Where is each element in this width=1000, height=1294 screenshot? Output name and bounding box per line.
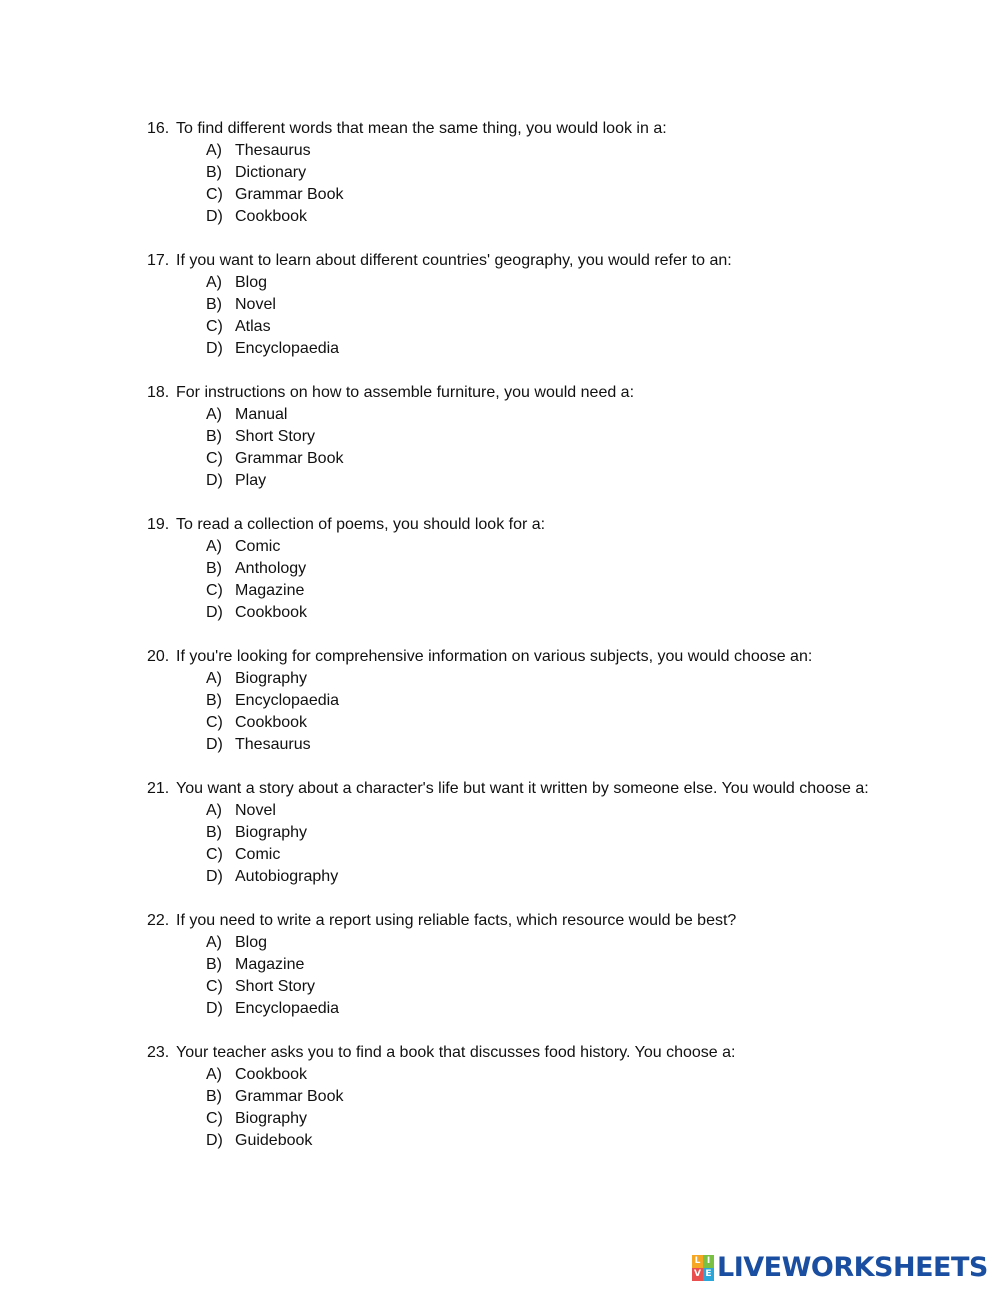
question-text: You want a story about a character's life but want it written by someone else. You would choose a: [176, 780, 869, 797]
option-letter: B) [206, 428, 222, 445]
option-letter: B) [206, 824, 222, 841]
option-text: Blog [235, 934, 268, 951]
option-text: Blog [235, 274, 268, 291]
question-item [147, 778, 887, 888]
option-letter: A) [206, 1066, 222, 1083]
answer-option[interactable] [147, 338, 887, 360]
option-text: Comic [235, 538, 281, 555]
question-line [147, 910, 887, 932]
option-letter: D) [206, 208, 223, 225]
option-letter: C) [206, 450, 223, 467]
option-text: Novel [235, 296, 276, 313]
question-text: If you want to learn about different countries' geography, you would refer to an: [176, 252, 732, 269]
answer-option[interactable] [147, 800, 887, 822]
answer-option[interactable] [147, 712, 887, 734]
question-item [147, 1042, 887, 1152]
option-letter: C) [206, 582, 223, 599]
question-item [147, 910, 887, 1020]
answer-option[interactable] [147, 558, 887, 580]
option-letter: A) [206, 406, 222, 423]
option-text: Encyclopaedia [235, 692, 340, 709]
option-letter: B) [206, 296, 222, 313]
logo-tile-l: L [692, 1255, 703, 1268]
option-text: Cookbook [235, 1066, 308, 1083]
option-letter: C) [206, 846, 223, 863]
answer-option[interactable] [147, 272, 887, 294]
answer-option[interactable] [147, 140, 887, 162]
answer-options [147, 404, 887, 492]
option-text: Novel [235, 802, 276, 819]
question-item [147, 118, 887, 228]
question-text: To read a collection of poems, you should look for a: [176, 516, 546, 533]
answer-option[interactable] [147, 316, 887, 338]
question-text: If you're looking for comprehensive information on various subjects, you would choose an: [176, 648, 813, 665]
option-letter: D) [206, 1000, 223, 1017]
question-item [147, 382, 887, 492]
answer-option[interactable] [147, 1130, 887, 1152]
question-text: If you need to write a report using reliable facts, which resource would be best? [176, 912, 737, 929]
option-text: Cookbook [235, 714, 308, 731]
answer-option[interactable] [147, 426, 887, 448]
option-letter: B) [206, 692, 222, 709]
question-text: To find different words that mean the same thing, you would look in a: [176, 120, 667, 137]
option-text: Grammar Book [235, 1088, 344, 1105]
answer-option[interactable] [147, 580, 887, 602]
option-text: Encyclopaedia [235, 340, 340, 357]
answer-options [147, 536, 887, 624]
question-number: 23. [147, 1044, 170, 1061]
logo-tile-e: E [703, 1268, 714, 1281]
option-letter: D) [206, 868, 223, 885]
answer-option[interactable] [147, 206, 887, 228]
question-list [147, 118, 887, 1174]
question-line [147, 250, 887, 272]
option-letter: D) [206, 340, 223, 357]
option-text: Grammar Book [235, 186, 344, 203]
question-number: 17. [147, 252, 170, 269]
option-letter: C) [206, 1110, 223, 1127]
option-text: Short Story [235, 978, 316, 995]
question-item [147, 514, 887, 624]
answer-option[interactable] [147, 1086, 887, 1108]
answer-options [147, 140, 887, 228]
option-text: Magazine [235, 582, 305, 599]
option-letter: A) [206, 274, 222, 291]
option-text: Encyclopaedia [235, 1000, 340, 1017]
option-letter: D) [206, 1132, 223, 1149]
option-text: Cookbook [235, 604, 308, 621]
question-text: For instructions on how to assemble furniture, you would need a: [176, 384, 635, 401]
option-text: Magazine [235, 956, 305, 973]
option-letter: D) [206, 472, 223, 489]
question-line [147, 646, 887, 668]
question-line [147, 1042, 887, 1064]
option-text: Dictionary [235, 164, 307, 181]
answer-option[interactable] [147, 536, 887, 558]
answer-options [147, 932, 887, 1020]
question-item [147, 646, 887, 756]
question-number: 20. [147, 648, 170, 665]
answer-options [147, 800, 887, 888]
option-letter: B) [206, 1088, 222, 1105]
answer-options [147, 668, 887, 756]
answer-option[interactable] [147, 1064, 887, 1086]
question-number: 18. [147, 384, 170, 401]
option-text: Thesaurus [235, 736, 311, 753]
answer-option[interactable] [147, 162, 887, 184]
option-letter: B) [206, 956, 222, 973]
question-number: 19. [147, 516, 170, 533]
answer-option[interactable] [147, 184, 887, 206]
option-letter: C) [206, 318, 223, 335]
answer-option[interactable] [147, 404, 887, 426]
option-letter: A) [206, 934, 222, 951]
answer-option[interactable] [147, 844, 887, 866]
answer-option[interactable] [147, 668, 887, 690]
answer-option[interactable] [147, 1108, 887, 1130]
option-text: Thesaurus [235, 142, 311, 159]
answer-option[interactable] [147, 294, 887, 316]
option-text: Atlas [235, 318, 271, 335]
option-letter: C) [206, 186, 223, 203]
answer-option[interactable] [147, 932, 887, 954]
question-item [147, 250, 887, 360]
question-line [147, 118, 887, 140]
question-line [147, 382, 887, 404]
option-text: Cookbook [235, 208, 308, 225]
answer-option[interactable] [147, 866, 887, 888]
answer-option[interactable] [147, 954, 887, 976]
option-letter: A) [206, 670, 222, 687]
option-text: Short Story [235, 428, 316, 445]
option-text: Comic [235, 846, 281, 863]
question-number: 16. [147, 120, 170, 137]
option-text: Manual [235, 406, 288, 423]
logo-tile-v: V [692, 1268, 703, 1281]
answer-option[interactable] [147, 998, 887, 1020]
option-text: Guidebook [235, 1132, 313, 1149]
question-text: Your teacher asks you to find a book that discusses food history. You choose a: [176, 1044, 736, 1061]
option-letter: C) [206, 978, 223, 995]
question-line [147, 514, 887, 536]
option-text: Biography [235, 1110, 308, 1127]
liveworksheets-logo[interactable] [692, 1253, 988, 1283]
option-text: Play [235, 472, 267, 489]
liveworksheets-brand-text: LIVEWORKSHEETS [717, 1252, 988, 1283]
answer-option[interactable] [147, 448, 887, 470]
option-letter: A) [206, 538, 222, 555]
question-number: 22. [147, 912, 170, 929]
option-letter: D) [206, 736, 223, 753]
option-letter: D) [206, 604, 223, 621]
option-text: Biography [235, 670, 308, 687]
option-letter: B) [206, 164, 222, 181]
answer-option[interactable] [147, 602, 887, 624]
answer-options [147, 1064, 887, 1152]
answer-options [147, 272, 887, 360]
answer-option[interactable] [147, 734, 887, 756]
option-letter: A) [206, 142, 222, 159]
option-letter: A) [206, 802, 222, 819]
answer-option[interactable] [147, 470, 887, 492]
option-letter: B) [206, 560, 222, 577]
answer-option[interactable] [147, 976, 887, 998]
answer-option[interactable] [147, 822, 887, 844]
answer-option[interactable] [147, 690, 887, 712]
question-line [147, 778, 887, 800]
question-number: 21. [147, 780, 170, 797]
option-letter: C) [206, 714, 223, 731]
liveworksheets-logo-icon [692, 1255, 714, 1281]
option-text: Anthology [235, 560, 307, 577]
option-text: Grammar Book [235, 450, 344, 467]
option-text: Biography [235, 824, 308, 841]
logo-tile-i: I [703, 1255, 714, 1268]
option-text: Autobiography [235, 868, 339, 885]
